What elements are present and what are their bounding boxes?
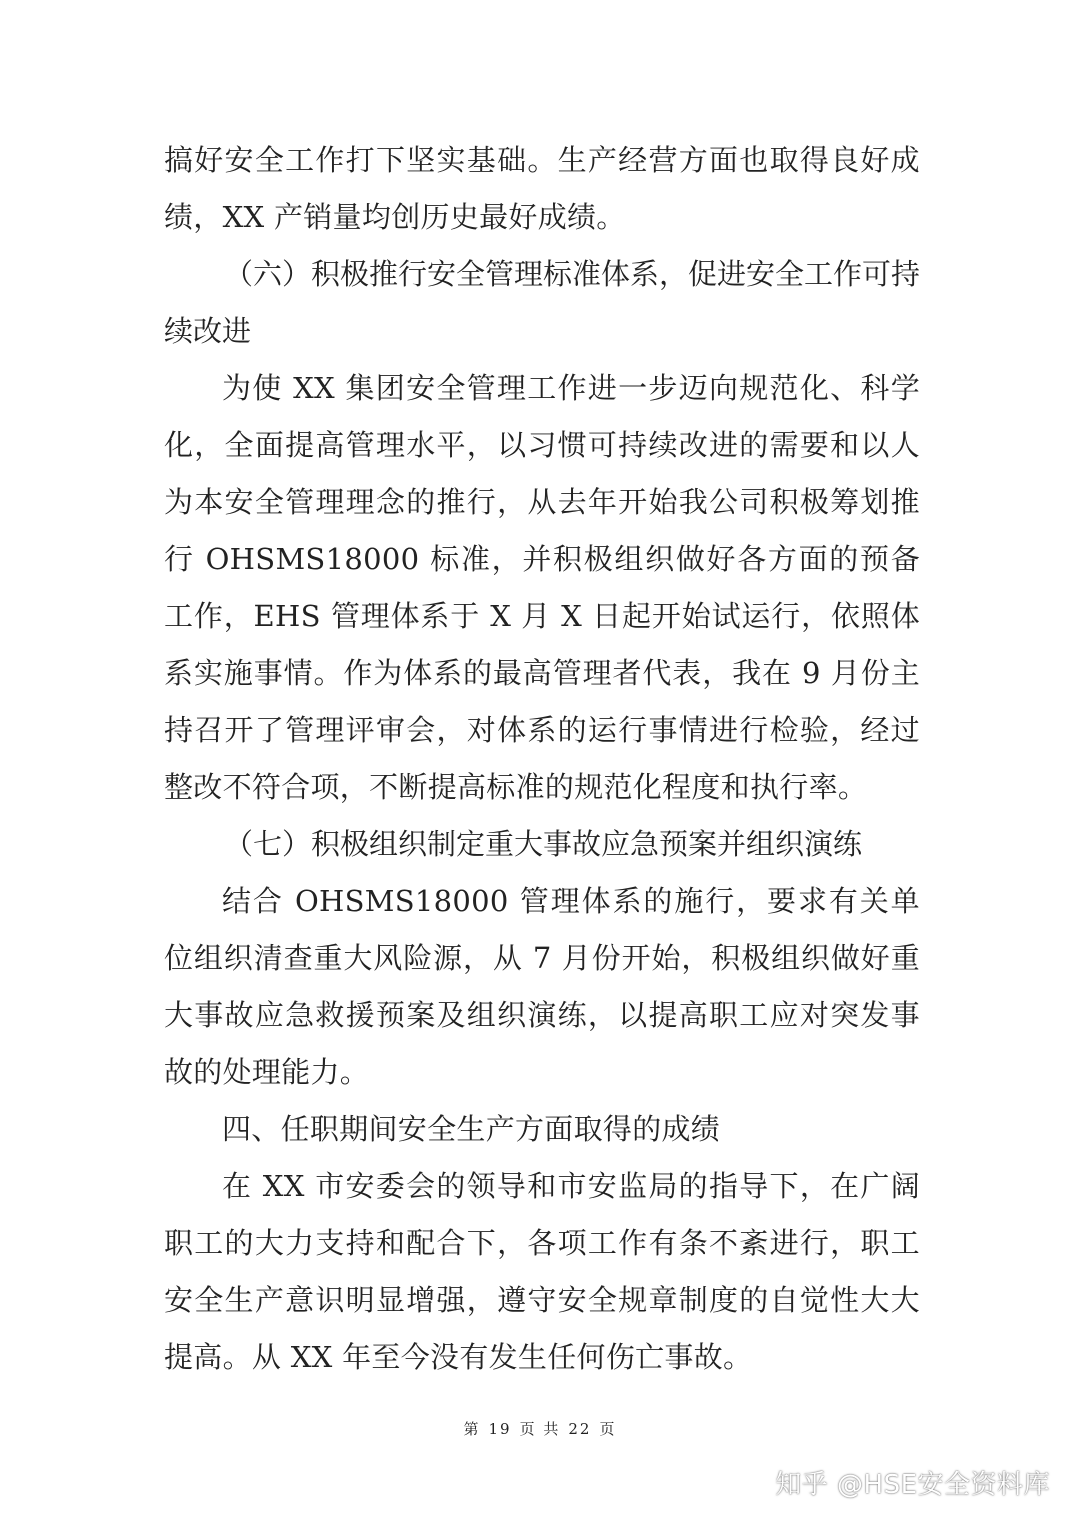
watermark: 知乎 @HSE安全资料库 [775,1470,1050,1500]
footer-suffix: 页 [599,1420,617,1438]
paragraph-3: 结合 OHSMS18000 管理体系的施行，要求有关单位组织清查重大风险源，从 7 月份开始，积极组织做好重大事故应急救援预案及组织演练，以提高职工应对突发事故的处理能力。 [164,884,920,1089]
paragraph-4: 在 XX 市安委会的领导和市安监局的指导下，在广阔职工的大力支持和配合下，各项工作有条不紊进行，职工安全生产意识明显增强，遵守安全规章制度的自觉性大大提高。从 XX 年至今没有发生任何伤亡事故。 [164,1169,920,1374]
paragraph-2: 为使 XX 集团安全管理工作进一步迈向规范化、科学化，全面提高管理水平，以习惯可持续改进的需要和以人为本安全管理理念的推行，从去年开始我公司积极筹划推行 OHSMS18000 标准，并积极组织做好各方面的预备工作，EHS 管理体系于 X 月 X 日起开始试运行，依照体系实施事情。作为体系的最高管理者代表，我在 9 月份主持召开了管理评审会，对体系的运行事情进行检验，经过整改不符合项，不断提高标准的规范化程度和执行率。 [164,371,920,804]
footer-page-number: 19 [488,1420,512,1438]
document-page [164,132,920,1386]
paragraph-1: 搞好安全工作打下坚实基础。生产经营方面也取得良好成绩，XX 产销量均创历史最好成绩。 [164,143,920,234]
section-heading-7: （七）积极组织制定重大事故应急预案并组织演练 [224,827,863,861]
footer-mid: 页 共 [519,1420,561,1438]
section-heading-4: 四、任职期间安全生产方面取得的成绩 [222,1112,721,1146]
footer-prefix: 第 [463,1420,481,1438]
page-footer [0,1418,1080,1439]
footer-total-pages: 22 [568,1420,592,1438]
section-heading-6: （六）积极推行安全管理标准体系，促进安全工作可持续改进 [164,257,921,348]
